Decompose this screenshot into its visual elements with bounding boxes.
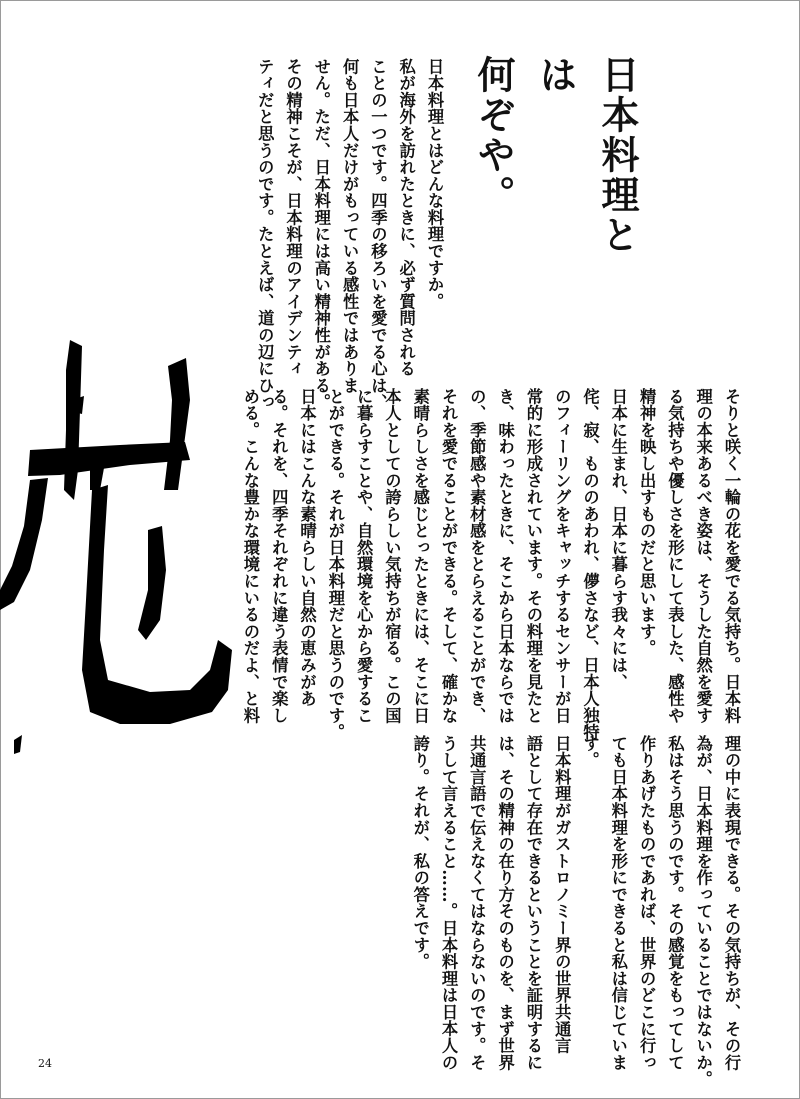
text-line: のフィーリングをキャッチするセンサーが日 [552,388,572,724]
text-line: は、その精神の在り方そのものを、まず世界 [495,735,515,1071]
text-line: 日本に生まれ、日本に暮らす我々には、 [608,388,628,691]
calligraphy-stroke [90,468,104,490]
calligraphy-stroke [28,442,190,476]
body-text-block-middle [236,388,745,741]
text-line: それを愛でることができる。そして、確かな [439,388,459,724]
text-line: 私はそう思うのです。その感覚をもってして [665,735,685,1071]
text-line: ことの一つです。四季の移ろいを愛でる心は、 [368,58,388,411]
text-line: 何も日本人だけがもっている感性ではありま [340,58,360,394]
text-line: 私が海外を訪れたときに、必ず質問される [396,58,416,378]
text-line: せん。ただ、日本料理には高い精神性がある。 [311,58,331,411]
hana-calligraphy-icon [0,340,240,760]
text-line: 日本料理がガストロノミー界の世界共通言 [552,735,572,1055]
text-line: その精神こそが、日本料理のアイデンティ [283,58,303,378]
text-line: る気持ちや優しさを形にして表した、感性や [665,388,685,724]
text-line: 共通言語で伝えなくてはならないのです。そ [467,735,487,1071]
text-line: 為が、日本料理を作っていることではないか。 [693,735,713,1088]
text-line: める。こんな豊かな環境にいるのだよ、と料 [240,388,260,724]
text-line: 作りあげたものであれば、世界のどこに行っ [637,735,657,1071]
calligraphy-stroke [0,478,48,610]
text-line: 本人としての誇らしい気持ちが宿る。この国 [382,388,402,724]
body-text-block-bottom [405,735,745,1088]
text-line: 日本料理とはどんな料理ですか。 [425,58,444,310]
text-line: そりと咲く一輪の花を愛でる気持ち。日本料 [722,388,741,724]
text-line: とができる。それが日本料理だと思うのです。 [325,388,345,741]
text-line: うして言えること……。日本料理は日本人の [439,735,459,1071]
calligraphy-stroke [138,526,166,640]
text-line: 日本にはこんな素晴らしい自然の恵みがあ [297,388,317,708]
calligraphy-stroke [164,358,190,490]
text-line: 侘、寂、もののあわれ、儚さなど、日本人独特 [580,388,600,741]
text-line: る。それを、四季それぞれに違う表情で楽し [269,388,289,724]
text-line: ティだと思うのです。たとえば、道の辺にひっ [255,58,275,411]
title-line: 日本料理とは [533,55,640,255]
text-line: 常的に形成されています。その料理を見たと [523,388,543,724]
text-line: に暮らすことや、自然環境を心から愛するこ [354,388,374,724]
page-number: 24 [38,1057,52,1070]
text-line: 語として存在できるということを証明するに [523,735,543,1071]
text-line: ても日本料理を形にできると私は信じていま [608,735,628,1071]
page-title [462,55,648,285]
calligraphy-stroke [64,340,82,500]
text-line: す。 [580,735,600,769]
body-text-block-top [250,58,448,411]
calligraphy-stroke [14,735,22,754]
title-line: 何ぞや。 [471,55,516,215]
text-line: 理の本来あるべき姿は、そうした自然を愛す [693,388,713,724]
text-line: の、季節感や素材感をとらえることができ、 [467,388,487,724]
text-line: 理の中に表現できる。その気持ちが、その行 [722,735,741,1071]
text-line: 精神を映し出すものだと思います。 [637,388,657,657]
text-line: 素晴らしさを感じとったときには、そこに日 [410,388,430,724]
text-line: 誇り。それが、私の答えです。 [410,735,430,971]
text-line: き、味わったときに、そこから日本ならでは [495,388,515,724]
